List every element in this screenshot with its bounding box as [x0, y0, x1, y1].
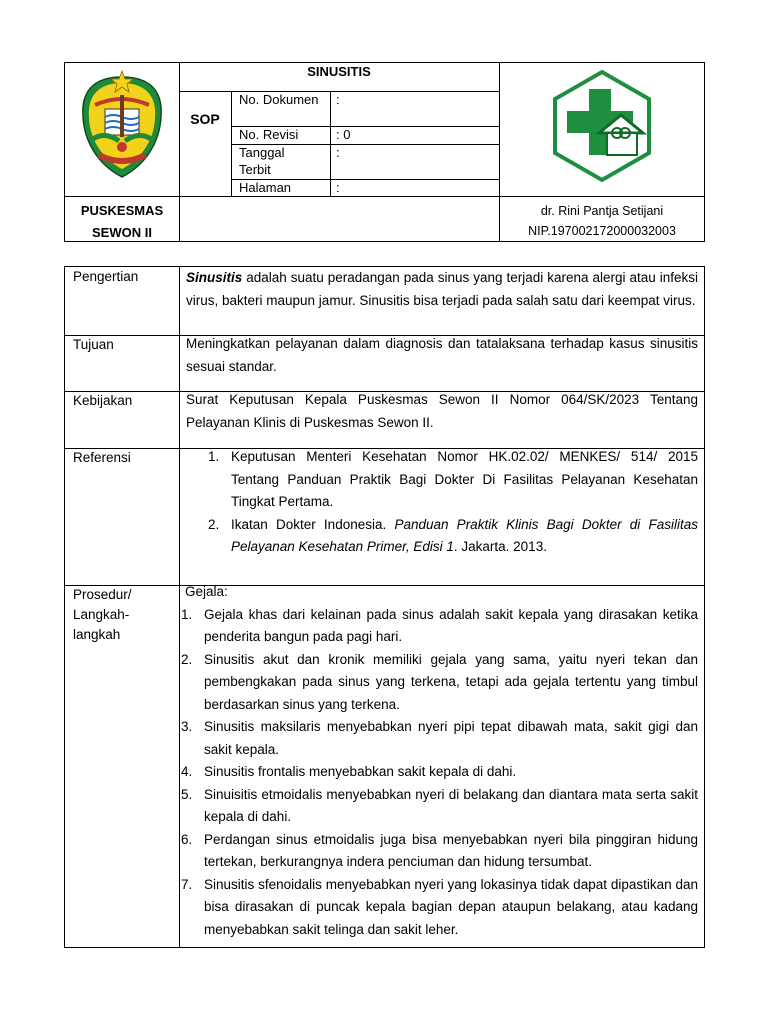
row-label-referensi: Referensi [73, 450, 131, 465]
field-value-tanggal-terbit: : [336, 145, 340, 160]
institution-name-line2: SEWON II [92, 225, 152, 240]
row-content-prosedur [181, 581, 698, 941]
row-content-tujuan: Meningkatkan pelayanan dalam diagnosis dan tatalaksana terhadap kasus sinusitis sesuai standar. [186, 336, 698, 374]
header-table [64, 62, 705, 242]
row-label-prosedur: Prosedur/ Langkah- langkah [73, 587, 132, 642]
sop-content-table [64, 266, 705, 948]
institution-name-line1: PUSKESMAS [80, 203, 164, 218]
reference-item: 1. Keputusan Menteri Kesehatan Nomor HK.02.02/ MENKES/ 514/ 2015 Tentang Panduan Praktik Bagi Dokter Di Fasilitas Pelayanan Kesehatan Tingkat Pertama. [208, 449, 698, 509]
field-label-no-dokumen: No. Dokumen [239, 92, 319, 107]
prosedur-intro: Gejala: [185, 584, 228, 599]
procedure-step: 4. Sinusitis frontalis menyebabkan sakit kepala di dahi. [181, 764, 517, 779]
field-value-no-dokumen: : [336, 92, 340, 107]
field-label-halaman: Halaman [239, 180, 292, 195]
term-sinusitis: Sinusitis [186, 270, 243, 285]
row-content-pengertian [186, 267, 698, 312]
regency-emblem-logo [75, 69, 169, 189]
row-content-referensi [186, 446, 698, 559]
procedure-step: 2. Sinusitis akut dan kronik memiliki gejala yang sama, yaitu nyeri tekan dan pembengkakan pada sinus yang terkena, tetapi ada gejala tertentu yang timbul berdasarkan sinus yang terkena. [181, 651, 698, 712]
row-label-pengertian: Pengertian [73, 269, 139, 284]
field-label-tanggal-terbit: Tanggal Terbit [239, 145, 285, 177]
row-label-tujuan: Tujuan [73, 337, 114, 352]
signer-nip: NIP.197002172000032003 [528, 224, 676, 238]
sop-label: SOP [190, 111, 220, 127]
procedure-step: 6. Perdangan sinus etmoidalis juga bisa menyebabkan nyeri bila pinggiran hidung tertekan, berkurangnya indera penciuman dan hidung tersumbat. [181, 831, 698, 869]
procedure-step: 1. Gejala khas dari kelainan pada sinus adalah sakit kepala yang dirasakan ketika penderita bangun pada pagi hari. [181, 606, 698, 644]
field-label-no-revisi: No. Revisi [239, 127, 299, 142]
reference-item: 2. Ikatan Dokter Indonesia. Panduan Praktik Klinis Bagi Dokter di Fasilitas Pelayanan Kesehatan Primer, Edisi 1. Jakarta. 2013. [208, 516, 698, 554]
procedure-step: 3. Sinusitis maksilaris menyebabkan nyeri pipi tepat dibawah mata, sakit gigi dan sakit kepala. [181, 719, 698, 757]
row-label-kebijakan: Kebijakan [73, 393, 133, 408]
procedure-step: 7. Sinusitis sfenoidalis menyebabkan nyeri yang lokasinya tidak dapat dipastikan dan bisa dirasakan di puncak kepala bagian depan ataupun belakang, atau kadang menyebabkan sakit telinga dan sakit leher. [181, 876, 698, 937]
procedure-step: 5. Sinuisitis etmoidalis menyebabkan nyeri di belakang dan diantara mata serta sakit kepala di dahi. [181, 786, 698, 824]
field-value-no-revisi: : 0 [336, 127, 351, 142]
puskesmas-logo [545, 69, 659, 183]
signer-name: dr. Rini Pantja Setijani [540, 204, 664, 218]
document-title: SINUSITIS [307, 64, 371, 79]
row-content-kebijakan: Surat Keputusan Kepala Puskesmas Sewon II Nomor 064/SK/2023 Tentang Pelayanan Klinis di Puskesmas Sewon II. [186, 392, 698, 430]
field-value-halaman: : [336, 180, 340, 195]
pengertian-text: adalah suatu peradangan pada sinus yang terjadi karena alergi atau infeksi virus, bakteri maupun jamur. Sinusitis bisa terjadi pada salah satu dari keempat virus. [186, 270, 698, 308]
